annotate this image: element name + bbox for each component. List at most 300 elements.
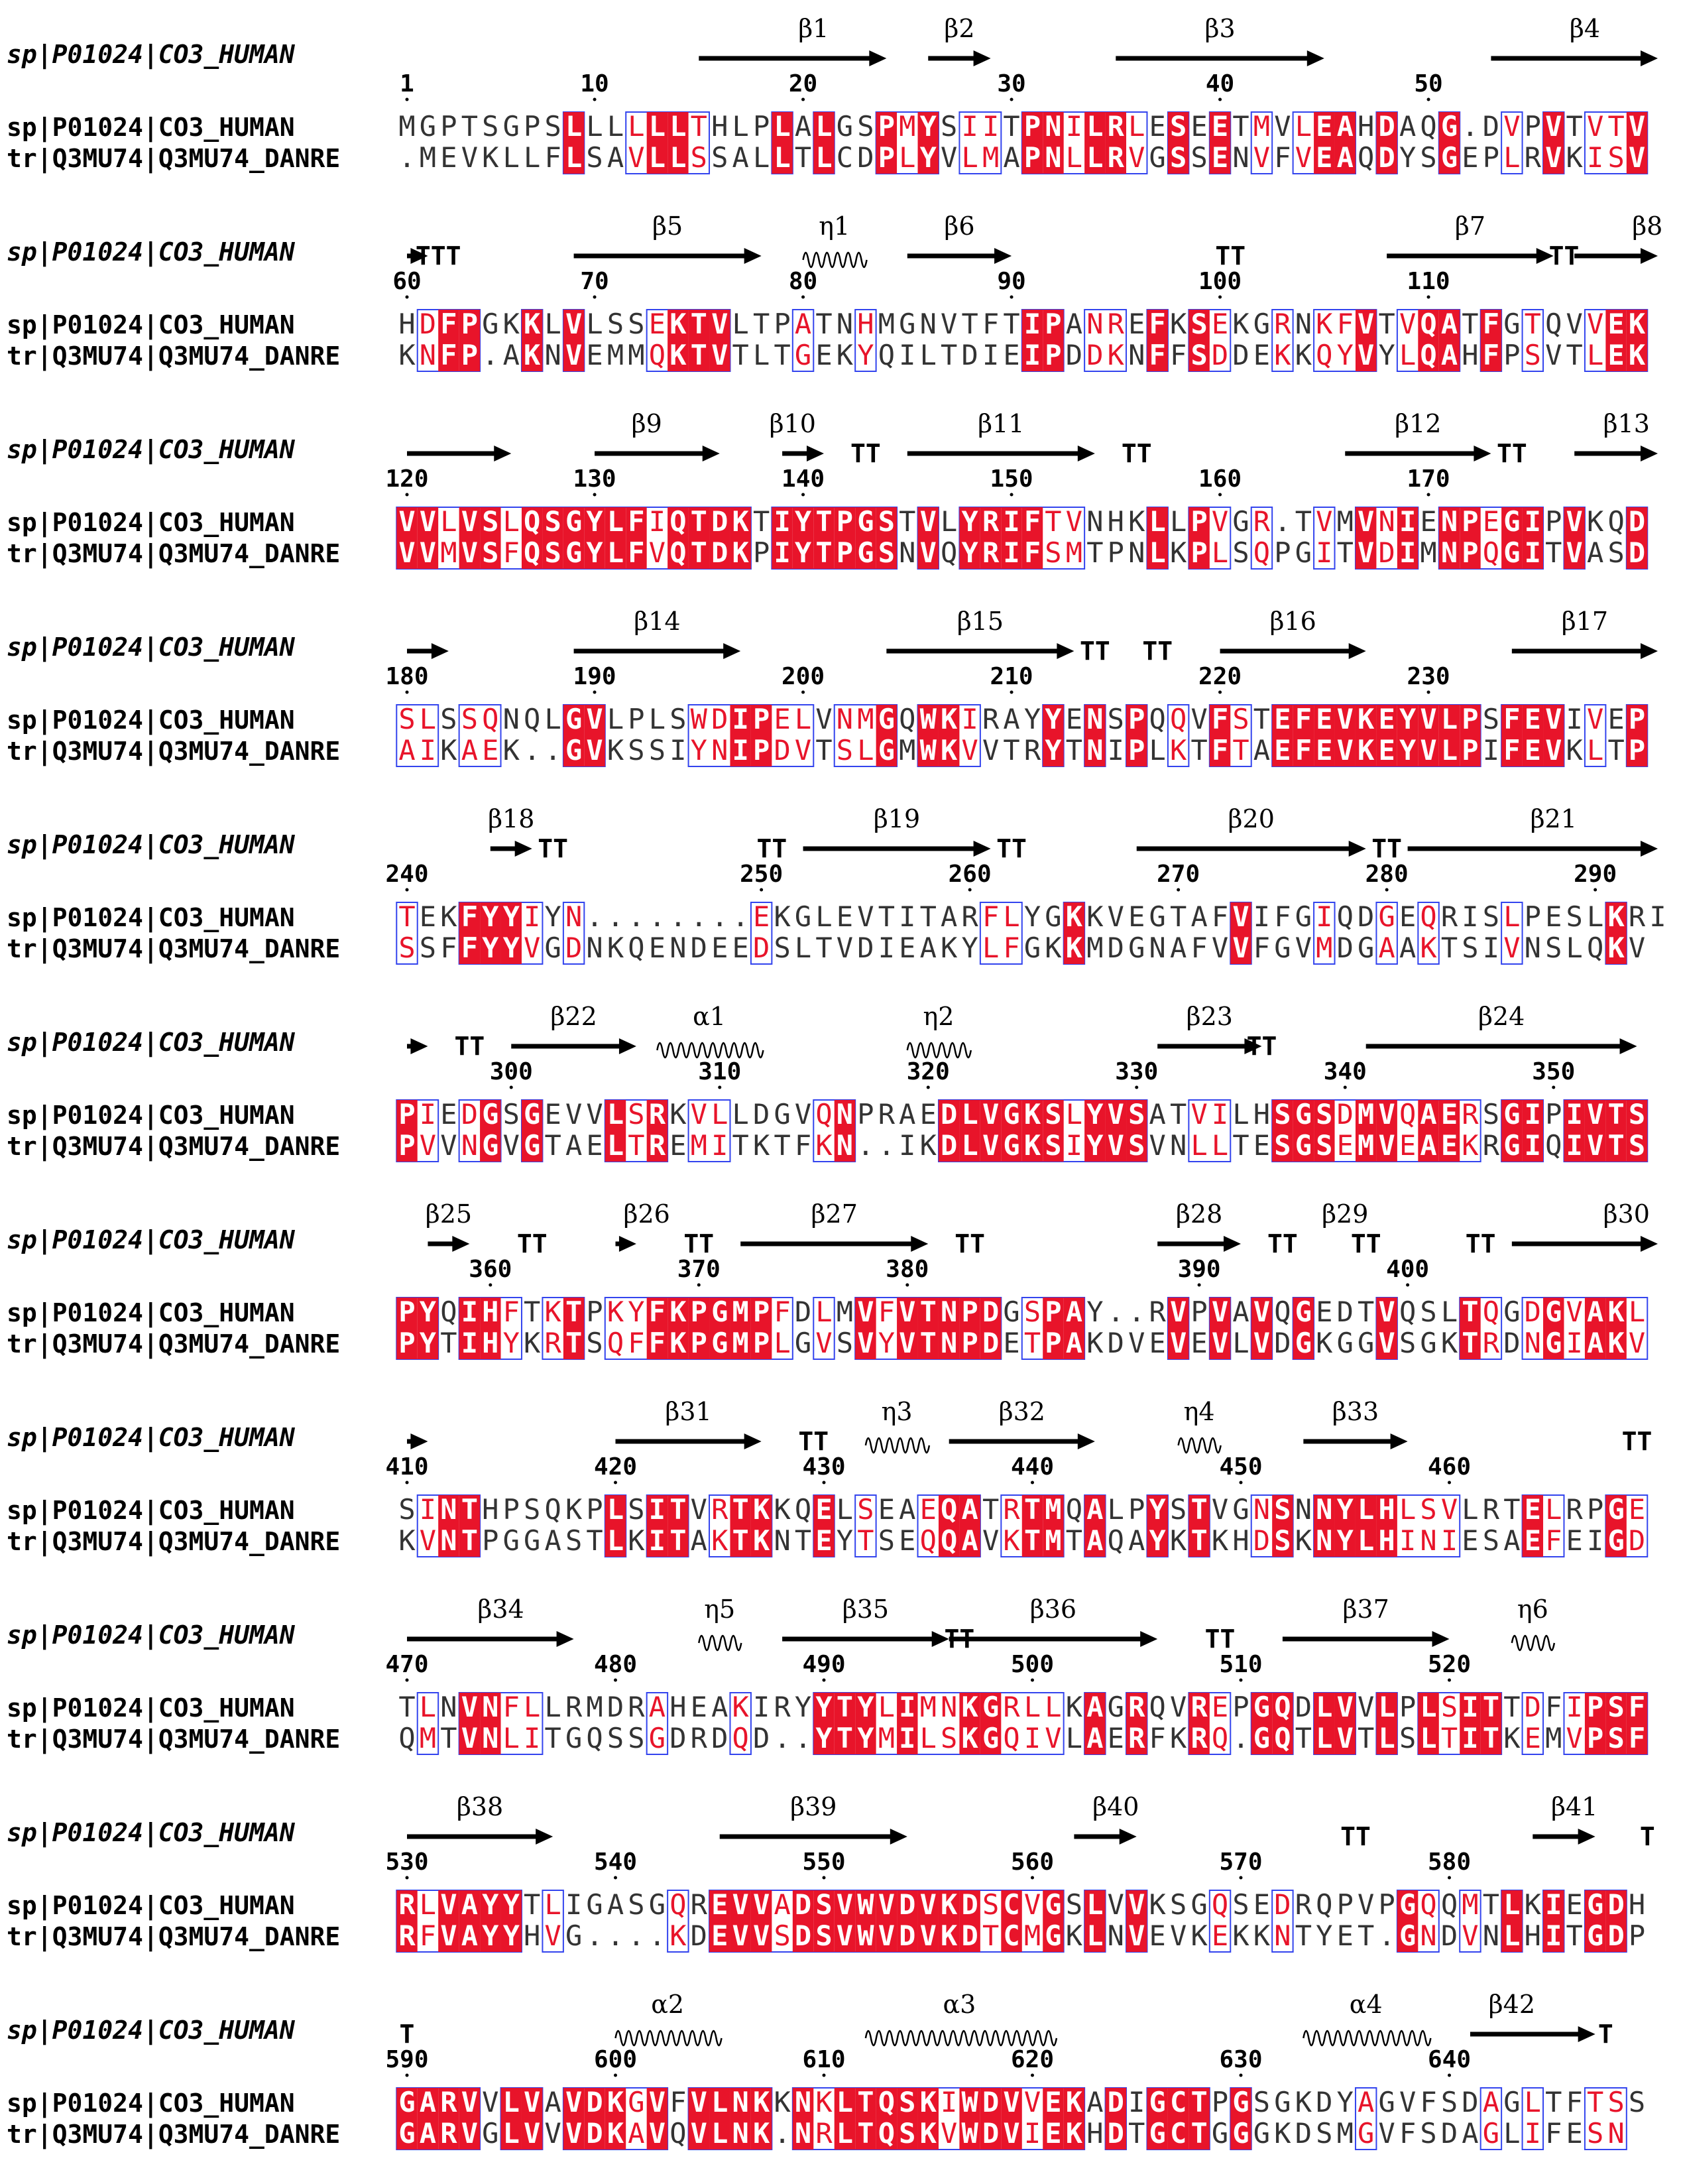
- residue-seq2: G: [1482, 2117, 1500, 2150]
- ss-element-label: β40: [1092, 1792, 1139, 1821]
- residue-seq2: G: [482, 1129, 499, 1162]
- position-number: 420: [593, 1453, 638, 1481]
- seq2-name: tr|Q3MU74|Q3MU74_DANRE: [7, 1725, 341, 1754]
- residue-seq1: L: [1086, 110, 1104, 143]
- residue-seq1: L: [1503, 1888, 1521, 1921]
- strand-arrowhead: [1578, 1829, 1595, 1845]
- residue-seq2: G: [794, 339, 812, 371]
- residue-seq2: Y: [857, 1722, 874, 1754]
- residue-seq1: V: [1211, 505, 1229, 538]
- residue-seq1: P: [690, 1296, 707, 1328]
- residue-seq1: G: [1274, 2086, 1291, 2118]
- residue-seq2: T: [440, 1327, 457, 1359]
- residue-seq1: E: [1524, 1493, 1541, 1526]
- residue-seq1: A: [1065, 308, 1083, 340]
- residue-seq2: A: [1587, 1327, 1604, 1359]
- residue-seq2: V: [502, 1129, 520, 1162]
- position-number: 130: [573, 465, 616, 493]
- residue-seq1: K: [941, 1888, 958, 1921]
- residue-seq2: D: [1253, 1524, 1271, 1557]
- residue-seq1: S: [1420, 1296, 1437, 1328]
- residue-seq2: W: [857, 1919, 874, 1952]
- residue-seq1: Y: [794, 505, 812, 538]
- residue-seq1: K: [1065, 900, 1083, 933]
- turn-mark: TT: [756, 834, 787, 863]
- position-tick: [1594, 888, 1597, 892]
- residue-seq1: W: [919, 703, 937, 735]
- seq2-name: tr|Q3MU74|Q3MU74_DANRE: [7, 1922, 341, 1951]
- position-tick: [718, 1086, 721, 1089]
- strand-arrowhead: [869, 50, 886, 66]
- residue-seq2: N: [440, 1524, 457, 1557]
- residue-seq1: N: [941, 1296, 958, 1328]
- residue-seq1: F: [648, 1296, 666, 1328]
- position-number: 140: [782, 465, 825, 493]
- residue-seq2: S: [1274, 1524, 1291, 1557]
- strand-arrowhead: [1120, 1829, 1137, 1845]
- residue-seq2: A: [1336, 141, 1354, 174]
- block-title: sp|P01024|CO3_HUMAN: [7, 2016, 295, 2045]
- residue-seq2: .: [607, 1919, 624, 1952]
- residue-seq2: V: [524, 2117, 541, 2150]
- residue-seq1: V: [1107, 900, 1124, 933]
- residue-seq1: T: [1566, 110, 1583, 143]
- position-number: 540: [593, 1849, 638, 1876]
- residue-seq1: L: [1149, 505, 1166, 538]
- residue-seq2: T: [690, 536, 707, 569]
- residue-seq1: L: [586, 308, 603, 340]
- residue-seq2: T: [1023, 1327, 1041, 1359]
- position-tick: [801, 691, 805, 694]
- residue-seq2: M: [899, 734, 916, 766]
- ss-element-label: β36: [1029, 1595, 1077, 1624]
- strand-arrowhead: [1432, 1631, 1450, 1647]
- residue-seq2: L: [753, 339, 770, 371]
- residue-seq2: Q: [1003, 1722, 1020, 1754]
- residue-seq2: T: [794, 141, 812, 174]
- residue-seq2: D: [1378, 536, 1395, 569]
- residue-seq2: V: [1295, 932, 1312, 964]
- residue-seq2: K: [753, 2117, 770, 2150]
- residue-seq2: P: [1045, 339, 1062, 371]
- residue-seq1: P: [1128, 1493, 1145, 1526]
- residue-seq2: E: [1003, 339, 1020, 371]
- residue-seq2: M: [419, 141, 437, 174]
- residue-seq1: A: [1086, 1493, 1104, 1526]
- turn-mark: TT: [1204, 1624, 1236, 1654]
- residue-seq1: K: [1607, 1296, 1625, 1328]
- residue-seq2: Q: [648, 339, 666, 371]
- residue-seq2: T: [1232, 734, 1249, 766]
- residue-seq1: P: [857, 1098, 874, 1130]
- residue-seq1: Q: [899, 703, 916, 735]
- position-number: 490: [802, 1651, 846, 1678]
- residue-seq1: N: [1440, 505, 1458, 538]
- residue-seq1: L: [419, 1691, 437, 1723]
- residue-seq1: D: [961, 1888, 978, 1921]
- residue-seq1: M: [398, 110, 416, 143]
- position-number: 70: [580, 268, 609, 295]
- residue-seq1: P: [524, 110, 541, 143]
- residue-seq1: L: [1587, 900, 1604, 933]
- residue-seq1: D: [1107, 2086, 1124, 2118]
- residue-seq1: I: [1524, 505, 1541, 538]
- residue-seq1: V: [1358, 308, 1375, 340]
- residue-seq2: V: [1232, 932, 1249, 964]
- helix-coil: [907, 1043, 971, 1058]
- helix-coil: [803, 253, 867, 267]
- residue-seq1: V: [1107, 1098, 1124, 1130]
- ss-element-label: α4: [1349, 1990, 1383, 2019]
- residue-seq1: S: [1628, 1098, 1646, 1130]
- residue-seq2: V: [1128, 141, 1145, 174]
- residue-seq2: G: [1607, 1524, 1625, 1557]
- residue-seq2: D: [690, 932, 707, 964]
- residue-seq2: S: [1587, 2117, 1604, 2150]
- strand-arrowhead: [1078, 446, 1095, 461]
- position-tick: [801, 98, 805, 101]
- residue-seq2: V: [753, 1919, 770, 1952]
- residue-seq2: E: [1462, 141, 1479, 174]
- position-tick: [801, 296, 805, 299]
- residue-seq2: N: [836, 1129, 854, 1162]
- ss-element-label: β35: [842, 1595, 890, 1624]
- residue-seq1: D: [794, 1296, 812, 1328]
- ss-element-label: β23: [1186, 1002, 1233, 1031]
- residue-seq2: P: [1045, 1327, 1062, 1359]
- residue-seq1: Q: [941, 1493, 958, 1526]
- seq1-name: sp|P01024|CO3_HUMAN: [7, 1693, 295, 1723]
- residue-seq2: K: [1295, 1524, 1312, 1557]
- residue-seq1: Y: [1336, 2086, 1354, 2118]
- residue-seq1: E: [1378, 703, 1395, 735]
- residue-seq2: .: [524, 734, 541, 766]
- residue-seq1: D: [607, 1691, 624, 1723]
- residue-seq2: F: [1023, 536, 1041, 569]
- residue-seq1: G: [1503, 505, 1521, 538]
- residue-seq2: P: [461, 339, 478, 371]
- residue-seq1: L: [732, 308, 749, 340]
- residue-seq2: G: [1128, 932, 1145, 964]
- residue-seq2: L: [899, 141, 916, 174]
- residue-seq1: M: [919, 1691, 937, 1723]
- residue-seq2: L: [961, 1129, 978, 1162]
- residue-seq1: F: [502, 1296, 520, 1328]
- residue-seq2: V: [544, 2117, 561, 2150]
- seq1-name: sp|P01024|CO3_HUMAN: [7, 1496, 295, 1525]
- residue-seq1: T: [961, 308, 978, 340]
- residue-seq1: K: [1587, 505, 1604, 538]
- residue-seq1: L: [774, 110, 791, 143]
- residue-seq2: N: [1107, 1919, 1124, 1952]
- residue-seq1: L: [732, 110, 749, 143]
- residue-seq1: G: [1295, 1296, 1312, 1328]
- residue-seq1: L: [669, 110, 687, 143]
- residue-seq1: Q: [815, 1098, 833, 1130]
- residue-seq1: S: [502, 1098, 520, 1130]
- residue-seq2: Q: [1420, 339, 1437, 371]
- seq1-name: sp|P01024|CO3_HUMAN: [7, 113, 295, 142]
- ss-element-label: β39: [790, 1792, 837, 1821]
- ss-element-label: β34: [477, 1595, 524, 1624]
- turn-mark: TT: [1142, 637, 1173, 666]
- residue-seq1: .: [1128, 1296, 1145, 1328]
- residue-seq1: .: [1274, 505, 1291, 538]
- residue-seq1: T: [1253, 703, 1271, 735]
- residue-seq2: S: [774, 932, 791, 964]
- ss-element-label: β8: [1632, 212, 1663, 241]
- residue-seq1: V: [878, 1888, 895, 1921]
- residue-seq2: N: [732, 2117, 749, 2150]
- residue-seq1: G: [836, 110, 854, 143]
- residue-seq1: N: [836, 308, 854, 340]
- residue-seq1: M: [1045, 1493, 1062, 1526]
- residue-seq2: V: [982, 1524, 1000, 1557]
- residue-seq2: G: [1358, 2117, 1375, 2150]
- residue-seq1: I: [419, 1098, 437, 1130]
- residue-seq1: V: [1399, 2086, 1417, 2118]
- residue-seq2: V: [440, 1919, 457, 1952]
- residue-seq2: N: [669, 932, 687, 964]
- residue-seq1: T: [919, 900, 937, 933]
- residue-seq1: G: [565, 703, 583, 735]
- residue-seq1: S: [982, 1888, 1000, 1921]
- residue-seq2: P: [690, 1327, 707, 1359]
- residue-seq1: P: [398, 1296, 416, 1328]
- position-number: 320: [906, 1058, 950, 1085]
- residue-seq1: Q: [1545, 308, 1562, 340]
- residue-seq2: E: [815, 1524, 833, 1557]
- residue-seq1: Q: [1420, 308, 1437, 340]
- residue-seq1: L: [565, 110, 583, 143]
- residue-seq1: T: [753, 308, 770, 340]
- residue-seq2: A: [419, 2117, 437, 2150]
- residue-seq2: D: [774, 734, 791, 766]
- residue-seq2: V: [1336, 1722, 1354, 1754]
- residue-seq2: Y: [586, 536, 603, 569]
- residue-seq1: A: [941, 900, 958, 933]
- residue-seq1: R: [1274, 308, 1291, 340]
- residue-seq2: Y: [919, 141, 937, 174]
- residue-seq1: E: [1399, 900, 1417, 933]
- position-number: 80: [788, 268, 818, 295]
- residue-seq2: M: [1336, 2117, 1354, 2150]
- residue-seq2: T: [732, 1129, 749, 1162]
- position-tick: [1427, 98, 1430, 101]
- residue-seq2: Y: [690, 734, 707, 766]
- residue-seq1: E: [1607, 703, 1625, 735]
- position-number: 370: [677, 1256, 721, 1283]
- residue-seq2: E: [1399, 1129, 1417, 1162]
- residue-seq1: H: [482, 1493, 499, 1526]
- residue-seq1: R: [1190, 1691, 1208, 1723]
- residue-seq1: Y: [1023, 703, 1041, 735]
- residue-seq1: D: [461, 1098, 478, 1130]
- residue-seq2: P: [836, 536, 854, 569]
- residue-seq1: G: [524, 1098, 541, 1130]
- residue-seq1: V: [1503, 110, 1521, 143]
- residue-seq1: T: [1295, 505, 1312, 538]
- residue-seq1: D: [1482, 110, 1500, 143]
- ss-element-label: β12: [1395, 409, 1442, 438]
- residue-seq2: V: [440, 1129, 457, 1162]
- residue-seq1: K: [1607, 900, 1625, 933]
- residue-seq2: V: [1107, 1129, 1124, 1162]
- residue-seq2: G: [1295, 536, 1312, 569]
- residue-seq2: T: [1566, 1919, 1583, 1952]
- residue-seq1: P: [1190, 505, 1208, 538]
- residue-seq1: .: [607, 900, 624, 933]
- residue-seq1: I: [774, 505, 791, 538]
- residue-seq2: S: [586, 1327, 603, 1359]
- residue-seq1: E: [919, 1493, 937, 1526]
- residue-seq1: A: [1190, 900, 1208, 933]
- residue-seq2: K: [919, 2117, 937, 2150]
- residue-seq1: V: [1107, 1888, 1124, 1921]
- residue-seq1: T: [815, 505, 833, 538]
- residue-seq2: E: [648, 932, 666, 964]
- residue-seq2: V: [899, 1327, 916, 1359]
- residue-seq2: K: [815, 1129, 833, 1162]
- residue-seq1: .: [586, 900, 603, 933]
- strand-arrowhead: [1391, 1433, 1408, 1449]
- residue-seq1: T: [1503, 1493, 1521, 1526]
- residue-seq2: Q: [669, 536, 687, 569]
- residue-seq1: N: [1378, 505, 1395, 538]
- residue-seq2: D: [1607, 1919, 1625, 1952]
- residue-seq2: P: [878, 141, 895, 174]
- residue-seq1: A: [648, 1691, 666, 1723]
- residue-seq1: E: [1482, 505, 1500, 538]
- residue-seq2: V: [1378, 1129, 1395, 1162]
- residue-seq1: E: [1211, 110, 1229, 143]
- position-tick: [1427, 296, 1430, 299]
- residue-seq1: T: [1003, 110, 1020, 143]
- position-number: 570: [1219, 1849, 1263, 1876]
- residue-seq2: T: [1336, 536, 1354, 569]
- strand-arrowhead: [410, 1038, 428, 1054]
- residue-seq2: L: [1086, 1919, 1104, 1952]
- residue-seq2: M: [878, 1722, 895, 1754]
- residue-seq1: Q: [1440, 1888, 1458, 1921]
- residue-seq1: L: [1170, 505, 1187, 538]
- residue-seq2: T: [669, 1524, 687, 1557]
- residue-seq2: K: [524, 1327, 541, 1359]
- residue-seq2: G: [1545, 1327, 1562, 1359]
- residue-seq2: P: [753, 734, 770, 766]
- residue-seq1: I: [1065, 110, 1083, 143]
- residue-seq1: I: [565, 1888, 583, 1921]
- residue-seq1: N: [482, 1691, 499, 1723]
- residue-seq1: V: [690, 1098, 707, 1130]
- residue-seq1: R: [982, 505, 1000, 538]
- residue-seq2: G: [1023, 932, 1041, 964]
- residue-seq1: G: [1587, 1888, 1604, 1921]
- residue-seq1: S: [1607, 1691, 1625, 1723]
- position-number: 590: [385, 2046, 429, 2073]
- residue-seq1: V: [1065, 505, 1083, 538]
- residue-seq2: I: [1587, 141, 1604, 174]
- residue-seq1: P: [1462, 505, 1479, 538]
- position-number: 250: [740, 861, 783, 888]
- strand-arrowhead: [744, 1433, 762, 1449]
- residue-seq2: T: [1190, 2117, 1208, 2150]
- residue-seq2: V: [419, 536, 437, 569]
- helix-coil: [1303, 2031, 1430, 2045]
- ss-element-label: β13: [1603, 409, 1650, 438]
- residue-seq1: S: [1420, 1493, 1437, 1526]
- residue-seq2: Y: [1149, 1524, 1166, 1557]
- residue-seq1: A: [1065, 1296, 1083, 1328]
- residue-seq2: K: [1170, 734, 1187, 766]
- residue-seq1: H: [1628, 1888, 1646, 1921]
- residue-seq1: G: [1253, 1691, 1271, 1723]
- turn-mark: TT: [454, 1032, 485, 1061]
- residue-seq1: N: [1295, 1493, 1312, 1526]
- residue-seq1: P: [1045, 308, 1062, 340]
- ss-element-label: β4: [1569, 14, 1601, 43]
- residue-seq2: V: [461, 536, 478, 569]
- residue-seq1: R: [711, 1493, 728, 1526]
- residue-seq1: G: [482, 1098, 499, 1130]
- residue-seq2: T: [1003, 734, 1020, 766]
- residue-seq1: N: [1045, 110, 1062, 143]
- residue-seq1: K: [669, 308, 687, 340]
- residue-seq1: A: [1587, 1296, 1604, 1328]
- residue-seq2: A: [732, 141, 749, 174]
- residue-seq1: G: [857, 505, 874, 538]
- residue-seq2: V: [1253, 1327, 1271, 1359]
- position-number: 350: [1532, 1058, 1576, 1085]
- strand-arrowhead: [410, 1433, 428, 1449]
- residue-seq1: T: [524, 1296, 541, 1328]
- residue-seq2: S: [544, 536, 561, 569]
- residue-seq2: D: [857, 932, 874, 964]
- residue-seq2: T: [857, 1524, 874, 1557]
- residue-seq2: P: [1128, 734, 1145, 766]
- residue-seq2: V: [1545, 339, 1562, 371]
- residue-seq2: T: [1482, 1722, 1500, 1754]
- position-tick: [406, 493, 409, 497]
- residue-seq2: Q: [586, 1722, 603, 1754]
- residue-seq1: R: [1128, 1691, 1145, 1723]
- residue-seq2: K: [941, 734, 958, 766]
- ss-element-label: β27: [811, 1199, 858, 1229]
- residue-seq2: E: [1566, 1524, 1583, 1557]
- residue-seq1: F: [774, 1296, 791, 1328]
- position-tick: [1010, 296, 1014, 299]
- residue-seq1: N: [502, 703, 520, 735]
- residue-seq1: K: [753, 1493, 770, 1526]
- residue-seq1: V: [440, 1888, 457, 1921]
- residue-seq1: K: [1170, 308, 1187, 340]
- residue-seq2: M: [1316, 932, 1333, 964]
- residue-seq1: Q: [544, 1493, 561, 1526]
- residue-seq1: S: [482, 505, 499, 538]
- residue-seq2: V: [1358, 339, 1375, 371]
- residue-seq2: R: [982, 536, 1000, 569]
- residue-seq2: I: [1399, 1524, 1417, 1557]
- residue-seq2: V: [961, 734, 978, 766]
- residue-seq1: V: [586, 1098, 603, 1130]
- residue-seq2: V: [461, 1722, 478, 1754]
- residue-seq1: D: [1378, 110, 1395, 143]
- residue-seq2: K: [440, 734, 457, 766]
- residue-seq2: D: [1378, 141, 1395, 174]
- residue-seq2: F: [440, 339, 457, 371]
- strand-arrowhead: [1307, 50, 1324, 66]
- residue-seq1: R: [1107, 308, 1124, 340]
